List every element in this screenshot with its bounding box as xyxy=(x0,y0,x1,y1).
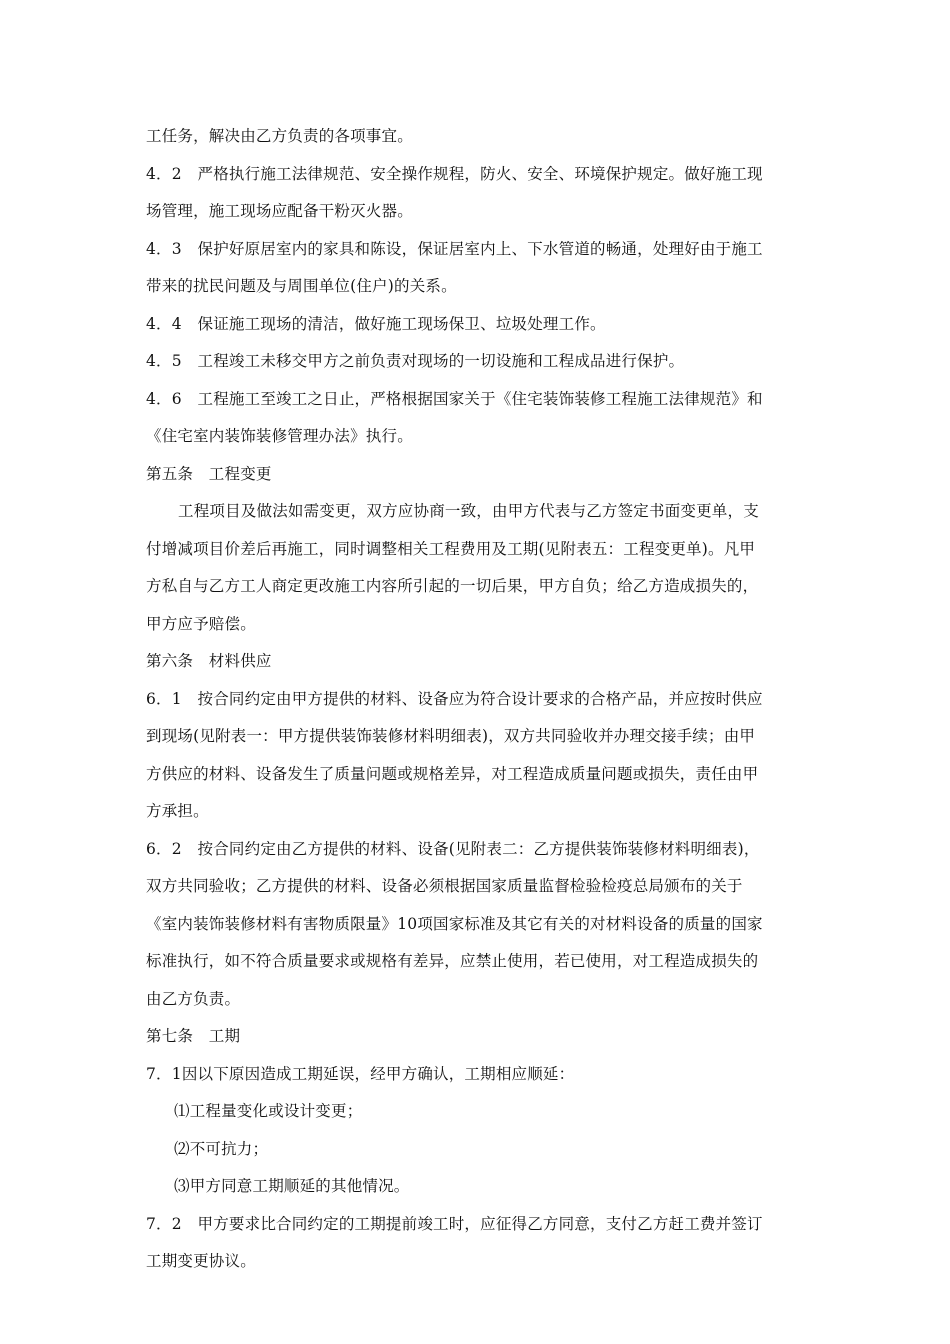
text-line: 场管理，施工现场应配备干粉灭火器。 xyxy=(146,202,413,220)
clause-4-5: 4．5 工程竣工未移交甲方之前负责对现场的一切设施和工程成品进行保护。 xyxy=(146,352,685,370)
text-line: 双方共同验收；乙方提供的材料、设备必须根据国家质量监督检验检疫总局颁布的关于 xyxy=(146,877,743,895)
text-line: 《住宅室内装饰装修管理办法》执行。 xyxy=(146,427,413,445)
text-line: 工任务，解决由乙方负责的各项事宜。 xyxy=(146,127,413,145)
clause-7-2: 7．2 甲方要求比合同约定的工期提前竣工时，应征得乙方同意，支付乙方赶工费并签订 xyxy=(146,1214,763,1233)
text-line: 工期变更协议。 xyxy=(146,1252,256,1270)
text-line: 标准执行，如不符合质量要求或规格有差异，应禁止使用，若已使用，对工程造成损失的 xyxy=(146,952,759,970)
text-line: 方供应的材料、设备发生了质量问题或规格差异，对工程造成质量问题或损失，责任由甲 xyxy=(146,764,759,783)
clause-4-6: 4．6 工程施工至竣工之日止，严格根据国家关于《住宅装饰装修工程施工法律规范》和 xyxy=(146,389,763,408)
list-item: ⑴工程量变化或设计变更； xyxy=(174,1102,363,1120)
text-line: 工程项目及做法如需变更，双方应协商一致，由甲方代表与乙方签定书面变更单，支 xyxy=(178,502,759,520)
text-line: 带来的扰民问题及与周围单位(住户)的关系。 xyxy=(146,277,457,295)
clause-4-3: 4．3 保护好原居室内的家具和陈设，保证居室内上、下水管道的畅通，处理好由于施工 xyxy=(146,239,763,258)
text-line: 方承担。 xyxy=(146,802,209,820)
clause-4-2: 4．2 严格执行施工法律规范、安全操作规程，防火、安全、环境保护规定。做好施工现 xyxy=(146,164,763,183)
list-item: ⑶甲方同意工期顺延的其他情况。 xyxy=(174,1177,410,1195)
clause-6-2: 6．2 按合同约定由乙方提供的材料、设备(见附表二：乙方提供装饰装修材料明细表)， xyxy=(146,839,760,858)
text-line: 付增减项目价差后再施工，同时调整相关工程费用及工期(见附表五：工程变更单)。凡甲 xyxy=(146,539,756,558)
text-line: 方私自与乙方工人商定更改施工内容所引起的一切后果，甲方自负；给乙方造成损失的， xyxy=(146,577,759,595)
text-line: 到现场(见附表一：甲方提供装饰装修材料明细表)，双方共同验收并办理交接手续；由甲 xyxy=(146,727,756,745)
text-line: 由乙方负责。 xyxy=(146,989,241,1008)
clause-4-4: 4．4 保证施工现场的清洁，做好施工现场保卫、垃圾处理工作。 xyxy=(146,314,606,333)
clause-7-1: 7．1因以下原因造成工期延误，经甲方确认，工期相应顺延： xyxy=(146,1064,575,1083)
clause-6-1: 6．1 按合同约定由甲方提供的材料、设备应为符合设计要求的合格产品，并应按时供应 xyxy=(146,689,763,708)
text-line: 甲方应予赔偿。 xyxy=(146,614,256,633)
article-5-heading: 第五条 工程变更 xyxy=(146,464,272,483)
document-page xyxy=(146,118,806,1281)
article-6-heading: 第六条 材料供应 xyxy=(146,652,272,670)
text-line: 《室内装饰装修材料有害物质限量》10项国家标准及其它有关的对材料设备的质量的国家 xyxy=(146,914,763,933)
list-item: ⑵不可抗力； xyxy=(174,1139,269,1158)
article-7-heading: 第七条 工期 xyxy=(146,1027,241,1045)
